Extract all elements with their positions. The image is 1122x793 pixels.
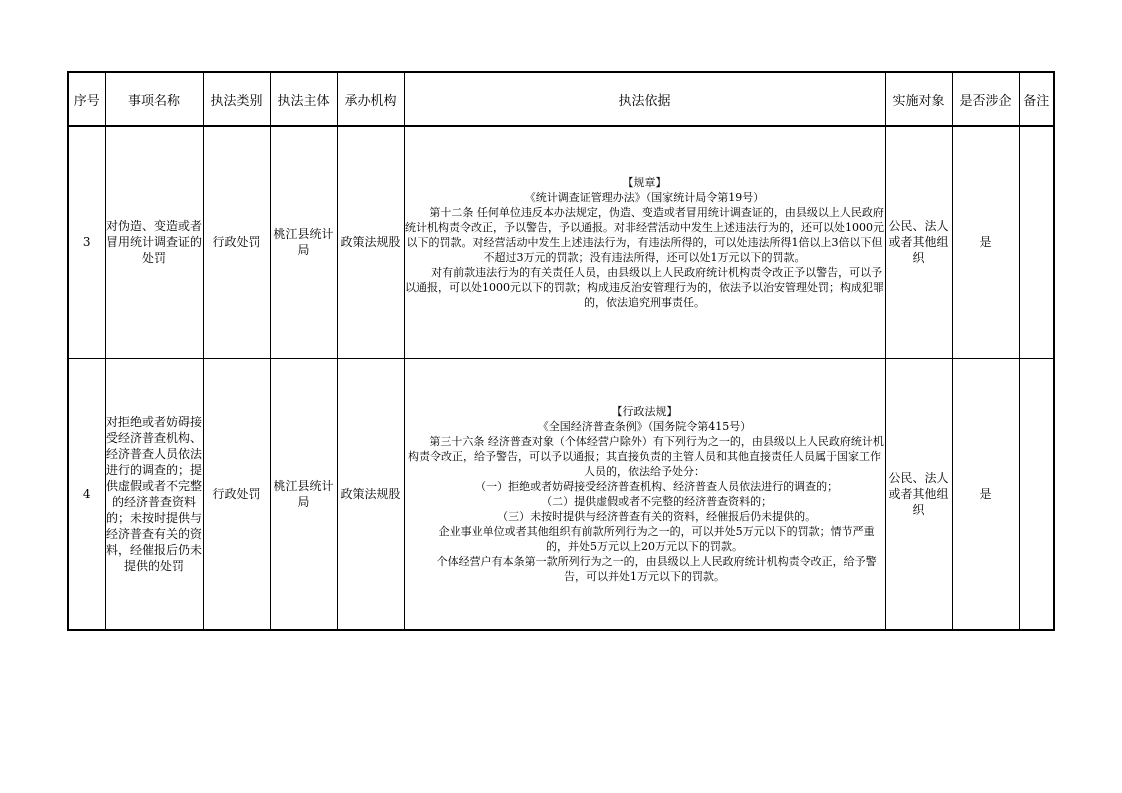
header-name: 事项名称 — [105, 72, 203, 126]
header-remark: 备注 — [1019, 72, 1054, 126]
row-subject: 桃江县统计局 — [270, 358, 337, 630]
header-row — [68, 72, 1054, 126]
table-row — [68, 126, 1054, 358]
row-target: 公民、法人或者其他组织 — [885, 358, 952, 630]
basis-paragraph: 个体经营户有本条第一款所列行为之一的，由县级以上人民政府统计机构责令改正，给予警告，可以并处1万元以下的罚款。 — [436, 554, 877, 583]
basis-source: 《统计调查证管理办法》（国家统计局令第19号） — [524, 190, 765, 204]
row-item-name: 对拒绝或者妨碍接受经济普查机构、经济普查人员依法进行的调查的；提供虚假或者不完整的经济普查资料的；未按时提供与经济普查有关的资料，经催报后仍未提供的处罚 — [105, 358, 203, 630]
basis-item: （二）提供虚假或者不完整的经济普查资料的； — [541, 494, 773, 508]
basis-item: （三）未按时提供与经济普查有关的资料，经催报后仍未提供的。 — [497, 509, 817, 523]
header-subject: 执法主体 — [270, 72, 337, 126]
basis-paragraph: 对有前款违法行为的有关责任人员，由县级以上人民政府统计机构责令改正予以警告，可以予以通报，可以处1000元以下的罚款；构成违反治安管理行为的，依法予以治安管理处罚；构成犯罪的，依法追究刑事责任。 — [405, 265, 884, 309]
table-row — [68, 358, 1054, 630]
row-no: 3 — [68, 126, 105, 358]
row-item-name: 对伪造、变造或者冒用统计调查证的处罚 — [105, 126, 203, 358]
row-remark — [1019, 358, 1054, 630]
basis-type: 【规章】 — [622, 175, 667, 189]
header-target: 实施对象 — [885, 72, 952, 126]
basis-paragraph: 第三十六条 经济普查对象（个体经营户除外）有下列行为之一的，由县级以上人民政府统计机构责令改正，给予警告，可以予以通报；其直接负责的主管人员和其他直接责任人员属于国家工作人员的，依法给予处分： — [408, 434, 884, 478]
row-category: 行政处罚 — [203, 126, 270, 358]
row-target: 公民、法人或者其他组织 — [885, 126, 952, 358]
basis-type: 【行政法规】 — [611, 404, 678, 418]
header-basis: 执法依据 — [404, 72, 885, 126]
header-enterprise: 是否涉企 — [952, 72, 1019, 126]
basis-paragraph: 企业事业单位或者其他组织有前款所列行为之一的，可以并处5万元以下的罚款；情节严重的，并处5万元以上20万元以下的罚款。 — [438, 524, 875, 553]
row-no: 4 — [68, 358, 105, 630]
basis-source: 《全国经济普查条例》（国务院令第415号） — [537, 419, 752, 433]
header-no: 序号 — [68, 72, 105, 126]
row-agency: 政策法规股 — [337, 358, 404, 630]
row-basis — [404, 358, 885, 630]
header-agency: 承办机构 — [337, 72, 404, 126]
row-agency: 政策法规股 — [337, 126, 404, 358]
basis-paragraph: 第十二条 任何单位违反本办法规定，伪造、变造或者冒用统计调查证的，由县级以上人民政府统计机构责令改正，予以警告，予以通报。对非经营活动中发生上述违法行为的，还可以处1000元以下的罚款。对经营活动中发生上述违法行为，有违法所得的，可以处违法所得1倍以上3倍以下但不超过3万元的罚款；没有违法所得，还可以处1万元以下的罚款。 — [405, 205, 884, 264]
row-category: 行政处罚 — [203, 358, 270, 630]
enforcement-table — [67, 71, 1055, 631]
row-remark — [1019, 126, 1054, 358]
row-basis — [404, 126, 885, 358]
row-enterprise: 是 — [952, 126, 1019, 358]
row-subject: 桃江县统计局 — [270, 126, 337, 358]
header-category: 执法类别 — [203, 72, 270, 126]
basis-item: （一）拒绝或者妨碍接受经济普查机构、经济普查人员依法进行的调查的； — [475, 479, 839, 493]
row-enterprise: 是 — [952, 358, 1019, 630]
